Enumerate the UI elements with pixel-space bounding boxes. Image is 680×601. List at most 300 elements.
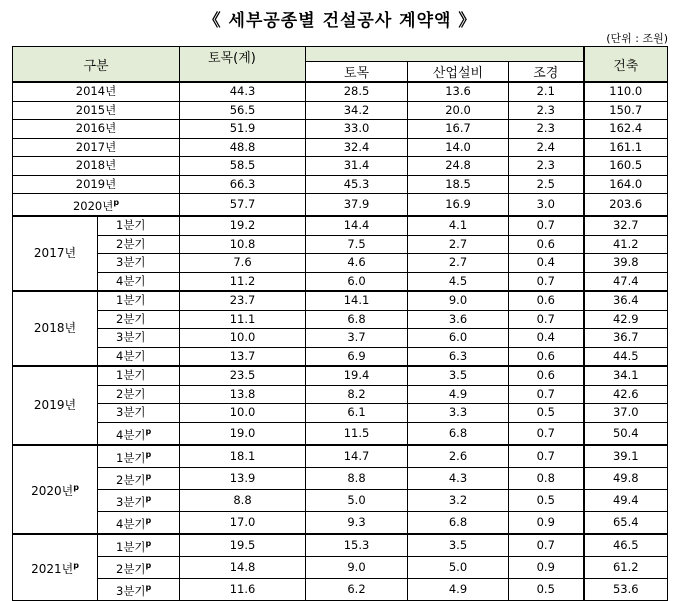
value-civil-total-text: 51.9 [229, 121, 256, 136]
value-industrial [408, 235, 509, 254]
year-label-text: 2015년 [75, 102, 117, 117]
quarter-label-text: 2분기 [116, 236, 146, 251]
value-landscape-text: 0.6 [536, 236, 555, 251]
value-civil-total [180, 272, 306, 291]
value-industrial-text: 4.9 [448, 386, 468, 401]
value-civil-total-text: 19.5 [229, 537, 256, 552]
group-year-label [13, 216, 98, 291]
value-industrial [408, 534, 509, 557]
value-building-text: 42.9 [612, 311, 639, 326]
value-landscape [509, 404, 584, 423]
value-industrial-text: 3.5 [448, 537, 468, 552]
value-landscape-text: 0.7 [536, 273, 555, 288]
value-building-text: 61.2 [612, 559, 639, 574]
table-row [13, 534, 668, 557]
value-civil-text: 6.0 [347, 273, 366, 288]
value-industrial [408, 157, 509, 176]
value-landscape [509, 578, 584, 600]
value-civil-text: 6.8 [347, 311, 366, 326]
table-row [13, 272, 668, 291]
quarter-label-text: 3분기 [116, 405, 146, 420]
table-row [13, 467, 668, 489]
value-landscape-text: 2.3 [536, 102, 555, 117]
value-landscape [509, 310, 584, 329]
value-landscape-text: 0.7 [536, 448, 555, 463]
value-industrial [408, 310, 509, 329]
value-industrial [408, 194, 509, 217]
quarter-label-text: 2분기 [116, 311, 146, 326]
value-industrial [408, 489, 509, 511]
header-civil-total: 토목(계) [180, 47, 306, 83]
value-civil-text: 8.8 [347, 470, 366, 485]
value-civil-total-text: 10.0 [229, 405, 256, 420]
value-civil-total [180, 291, 306, 310]
value-industrial [408, 578, 509, 600]
value-building [584, 534, 668, 557]
value-civil-total [180, 511, 306, 534]
value-civil [306, 175, 408, 194]
value-landscape-text: 0.7 [536, 311, 555, 326]
quarter-label [98, 511, 180, 534]
value-civil-total [180, 194, 306, 217]
year-label [13, 194, 180, 217]
quarter-label-text: 2분기 [116, 472, 146, 487]
quarter-label [98, 347, 180, 366]
preliminary-mark: p [145, 449, 152, 459]
quarter-label [98, 216, 180, 235]
value-industrial-text: 3.3 [448, 405, 468, 420]
value-civil-total-text: 56.5 [229, 102, 256, 117]
quarter-label-text: 2분기 [116, 386, 146, 401]
preliminary-mark: p [145, 582, 152, 592]
value-civil [306, 329, 408, 348]
value-industrial-text: 3.2 [448, 492, 468, 507]
quarter-label-text: 3분기 [116, 583, 146, 598]
value-building [584, 254, 668, 273]
page-title: 《 세부공종별 건설공사 계약액 》 [203, 11, 477, 31]
value-civil-text: 33.0 [343, 121, 370, 136]
value-building [584, 82, 668, 101]
value-building [584, 385, 668, 404]
value-building [584, 556, 668, 578]
value-landscape [509, 272, 584, 291]
value-civil-text: 34.2 [343, 102, 370, 117]
value-landscape-text: 3.0 [536, 197, 555, 211]
value-civil-total [180, 82, 306, 101]
value-civil-text: 28.5 [343, 84, 370, 99]
value-industrial-text: 20.0 [445, 102, 471, 117]
header-building: 건축 [584, 47, 668, 83]
value-industrial-text: 16.7 [445, 121, 471, 136]
group-year-label-text: 2018년 [33, 321, 77, 335]
value-building-text: 44.5 [612, 348, 639, 363]
value-industrial-text: 2.7 [448, 236, 468, 251]
year-label [13, 101, 180, 120]
value-building-text: 32.7 [612, 218, 639, 233]
value-landscape-text: 0.6 [536, 293, 555, 308]
value-civil-total-text: 58.5 [229, 158, 256, 173]
value-landscape-text: 2.1 [536, 84, 555, 99]
header-subgroup-blank [306, 47, 584, 62]
value-civil-total [180, 556, 306, 578]
value-civil-total-text: 11.2 [229, 273, 256, 288]
value-civil-total [180, 157, 306, 176]
value-civil-total-text: 13.7 [229, 348, 256, 363]
year-label-text: 2017년 [75, 139, 117, 154]
group-year-label [13, 445, 98, 534]
value-landscape [509, 291, 584, 310]
value-building-text: 162.4 [609, 121, 643, 136]
value-landscape [509, 120, 584, 139]
value-civil [306, 347, 408, 366]
value-civil-total-text: 18.1 [229, 448, 256, 463]
value-landscape [509, 157, 584, 176]
value-civil [306, 556, 408, 578]
value-landscape-text: 0.8 [536, 470, 555, 485]
value-building-text: 203.6 [609, 197, 643, 211]
value-landscape [509, 489, 584, 511]
preliminary-mark: p [113, 198, 120, 207]
value-civil [306, 157, 408, 176]
year-label-text: 2019년 [75, 176, 117, 191]
value-industrial [408, 467, 509, 489]
value-landscape-text: 0.4 [536, 330, 555, 345]
value-industrial [408, 254, 509, 273]
table-row [13, 101, 668, 120]
quarter-label [98, 272, 180, 291]
value-civil-text: 37.9 [343, 197, 370, 211]
value-industrial-text: 14.0 [445, 139, 471, 154]
value-landscape [509, 101, 584, 120]
value-industrial [408, 272, 509, 291]
value-civil [306, 216, 408, 235]
value-civil [306, 366, 408, 385]
value-civil [306, 578, 408, 600]
group-year-label-text: 2021년 [31, 561, 74, 576]
contract-amount-table [12, 46, 668, 601]
value-industrial [408, 445, 509, 468]
value-civil-text: 9.3 [347, 514, 366, 529]
value-civil-total [180, 578, 306, 600]
value-building-text: 34.1 [612, 368, 639, 383]
value-civil-total-text: 10.0 [229, 330, 256, 345]
value-civil-total [180, 235, 306, 254]
value-civil-text: 14.1 [343, 293, 370, 308]
value-building-text: 41.2 [612, 236, 639, 251]
table-row [13, 138, 668, 157]
value-industrial [408, 120, 509, 139]
header-landscape: 조경 [509, 62, 584, 83]
value-civil [306, 511, 408, 534]
value-building-text: 36.7 [612, 330, 639, 345]
quarter-label [98, 422, 180, 445]
value-civil-total-text: 23.5 [229, 368, 256, 383]
quarter-label-text: 1분기 [116, 368, 146, 383]
quarter-label [98, 404, 180, 423]
value-civil-total-text: 66.3 [229, 176, 256, 191]
quarter-label [98, 235, 180, 254]
value-civil-total [180, 347, 306, 366]
value-building [584, 138, 668, 157]
value-civil-total-text: 11.1 [229, 311, 256, 326]
value-civil [306, 138, 408, 157]
value-landscape [509, 445, 584, 468]
quarter-label-text: 4분기 [116, 427, 146, 442]
value-landscape [509, 422, 584, 445]
table-row [13, 422, 668, 445]
preliminary-mark: p [73, 482, 79, 492]
value-building-text: 50.4 [612, 425, 639, 440]
table-row [13, 347, 668, 366]
value-civil-total [180, 101, 306, 120]
value-industrial [408, 347, 509, 366]
preliminary-mark: p [73, 560, 79, 570]
value-civil-total-text: 10.8 [229, 236, 256, 251]
value-civil-total [180, 445, 306, 468]
value-landscape-text: 0.7 [536, 218, 555, 233]
value-industrial-text: 4.1 [448, 218, 468, 233]
value-industrial-text: 2.6 [448, 448, 468, 463]
value-landscape [509, 366, 584, 385]
value-building-text: 46.5 [612, 537, 639, 552]
table-body [13, 82, 668, 600]
value-civil-text: 14.7 [343, 448, 370, 463]
value-industrial-text: 16.9 [445, 197, 471, 211]
value-industrial-text: 24.8 [445, 158, 471, 173]
value-civil-total [180, 467, 306, 489]
value-civil-total [180, 404, 306, 423]
header-category: 구분 [13, 47, 180, 83]
value-landscape [509, 235, 584, 254]
value-building [584, 216, 668, 235]
table-row [13, 511, 668, 534]
value-industrial-text: 3.6 [448, 311, 468, 326]
value-civil [306, 489, 408, 511]
value-building-text: 110.0 [609, 84, 643, 99]
value-civil [306, 291, 408, 310]
value-building-text: 161.1 [609, 139, 643, 154]
value-civil-text: 15.3 [343, 537, 370, 552]
value-landscape [509, 511, 584, 534]
value-landscape-text: 0.9 [536, 559, 555, 574]
quarter-label-text: 1분기 [116, 218, 146, 233]
table-row [13, 216, 668, 235]
value-building [584, 329, 668, 348]
value-building-text: 150.7 [609, 102, 643, 117]
table-row [13, 120, 668, 139]
value-landscape [509, 347, 584, 366]
value-industrial-text: 4.3 [448, 470, 468, 485]
value-industrial [408, 291, 509, 310]
table-row [13, 489, 668, 511]
value-civil-total [180, 175, 306, 194]
value-landscape [509, 385, 584, 404]
value-civil [306, 445, 408, 468]
value-building [584, 422, 668, 445]
value-industrial [408, 385, 509, 404]
value-landscape [509, 216, 584, 235]
value-civil-total-text: 14.8 [229, 559, 256, 574]
quarter-label [98, 385, 180, 404]
value-civil-total-text: 11.6 [229, 581, 256, 596]
value-industrial-text: 6.8 [448, 425, 468, 440]
value-building-text: 36.4 [612, 293, 639, 308]
table-row [13, 329, 668, 348]
value-civil-total [180, 366, 306, 385]
value-civil-total-text: 17.0 [229, 514, 256, 529]
value-landscape-text: 0.6 [536, 348, 555, 363]
quarter-label-text: 3분기 [116, 330, 146, 345]
value-civil-text: 3.7 [347, 330, 366, 345]
value-civil-text: 32.4 [343, 139, 370, 154]
value-building [584, 578, 668, 600]
value-civil-total-text: 48.8 [229, 139, 256, 154]
value-civil-text: 45.3 [343, 176, 370, 191]
value-industrial [408, 82, 509, 101]
value-civil-total-text: 7.6 [233, 255, 252, 270]
value-building [584, 310, 668, 329]
table-row [13, 175, 668, 194]
value-landscape [509, 175, 584, 194]
value-civil-text: 8.2 [347, 386, 366, 401]
value-civil [306, 101, 408, 120]
table-row [13, 556, 668, 578]
value-industrial-text: 9.0 [448, 293, 468, 308]
quarter-label [98, 556, 180, 578]
value-civil-total [180, 385, 306, 404]
value-landscape-text: 0.5 [536, 405, 555, 420]
value-civil-total-text: 8.8 [233, 492, 252, 507]
value-building [584, 445, 668, 468]
value-industrial [408, 329, 509, 348]
quarter-label [98, 310, 180, 329]
quarter-label-text: 3분기 [116, 494, 146, 509]
quarter-label [98, 489, 180, 511]
value-civil [306, 404, 408, 423]
value-civil-text: 6.1 [347, 405, 366, 420]
year-label [13, 82, 180, 101]
value-industrial-text: 6.8 [448, 514, 468, 529]
value-building [584, 194, 668, 217]
group-year-label-text: 2020년 [31, 483, 74, 498]
value-building-text: 49.4 [612, 492, 639, 507]
value-building [584, 347, 668, 366]
quarter-label [98, 329, 180, 348]
table-row [13, 578, 668, 600]
table-row [13, 254, 668, 273]
header-industrial: 산업설비 [408, 62, 509, 83]
value-civil [306, 467, 408, 489]
value-industrial-text: 6.0 [448, 330, 468, 345]
quarter-label [98, 578, 180, 600]
value-building [584, 489, 668, 511]
preliminary-mark: p [145, 538, 152, 548]
value-industrial-text: 3.5 [448, 368, 468, 383]
quarter-label-text: 1분기 [116, 539, 146, 554]
group-year-label [13, 534, 98, 601]
quarter-label [98, 254, 180, 273]
value-landscape [509, 329, 584, 348]
preliminary-mark: p [145, 515, 152, 525]
value-building [584, 101, 668, 120]
value-civil-total-text: 13.9 [229, 470, 256, 485]
value-building-text: 39.1 [612, 448, 639, 463]
value-industrial [408, 101, 509, 120]
preliminary-mark: p [145, 560, 152, 570]
value-landscape-text: 2.3 [536, 121, 555, 136]
table-row [13, 235, 668, 254]
value-civil-total-text: 44.3 [229, 84, 256, 99]
quarter-label-text: 1분기 [116, 450, 146, 465]
group-year-label-text: 2019년 [33, 397, 77, 412]
value-civil-total [180, 534, 306, 557]
value-civil-total [180, 138, 306, 157]
value-civil-total-text: 13.8 [229, 386, 256, 401]
value-landscape-text: 0.5 [536, 581, 555, 596]
value-building [584, 404, 668, 423]
value-landscape [509, 82, 584, 101]
value-industrial [408, 404, 509, 423]
year-label [13, 175, 180, 194]
year-label-text: 2016년 [75, 121, 117, 136]
group-year-label [13, 291, 98, 366]
year-label [13, 120, 180, 139]
value-civil-total-text: 23.7 [229, 293, 256, 308]
value-building-text: 42.6 [612, 386, 639, 401]
group-year-label-text: 2017년 [33, 246, 77, 260]
value-landscape [509, 467, 584, 489]
value-industrial-text: 4.5 [448, 273, 468, 288]
value-civil-total [180, 310, 306, 329]
value-civil-text: 14.4 [343, 218, 370, 233]
value-civil-text: 31.4 [343, 158, 370, 173]
quarter-label [98, 534, 180, 557]
value-landscape [509, 254, 584, 273]
quarter-label [98, 467, 180, 489]
value-industrial-text: 18.5 [445, 176, 471, 191]
value-industrial [408, 175, 509, 194]
value-landscape-text: 2.3 [536, 158, 555, 173]
value-building [584, 366, 668, 385]
value-civil [306, 310, 408, 329]
value-civil-total-text: 19.0 [229, 425, 256, 440]
table-row [13, 194, 668, 217]
preliminary-mark: p [145, 493, 152, 503]
table-row [13, 445, 668, 468]
value-landscape [509, 534, 584, 557]
table-row [13, 385, 668, 404]
value-landscape-text: 0.4 [536, 255, 555, 270]
value-industrial [408, 138, 509, 157]
value-industrial-text: 4.9 [448, 581, 468, 596]
value-landscape-text: 0.7 [536, 386, 555, 401]
value-civil [306, 194, 408, 217]
value-civil-text: 11.5 [343, 425, 370, 440]
table-row [13, 366, 668, 385]
value-building-text: 49.8 [612, 470, 639, 485]
preliminary-mark: p [145, 426, 152, 436]
quarter-label-text: 3분기 [116, 255, 146, 270]
value-civil-text: 7.5 [347, 236, 366, 251]
value-landscape-text: 0.6 [536, 368, 555, 383]
value-civil-total [180, 254, 306, 273]
value-building [584, 157, 668, 176]
value-civil [306, 120, 408, 139]
value-building [584, 235, 668, 254]
value-building-text: 53.6 [612, 581, 639, 596]
table-row [13, 310, 668, 329]
value-industrial-text: 6.3 [448, 348, 468, 363]
